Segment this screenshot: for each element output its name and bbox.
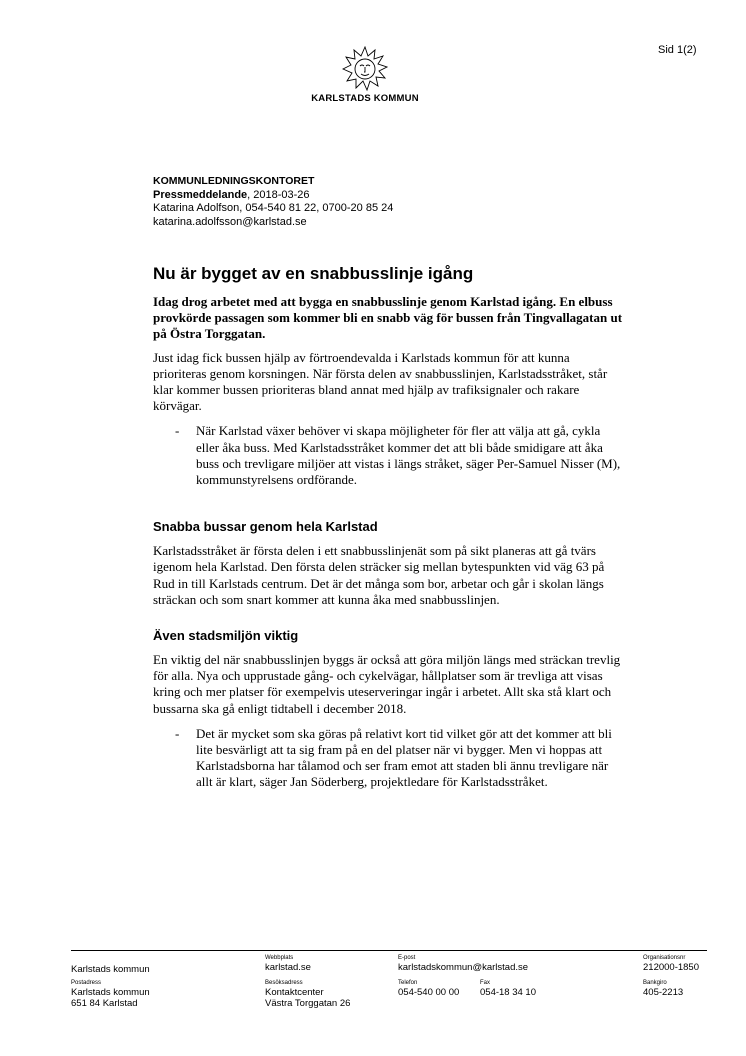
- footer-postal-city: 651 84 Karlstad: [71, 998, 138, 1009]
- footer-name: Karlstads kommun: [71, 964, 150, 975]
- footer-postal-name: Karlstads kommun: [71, 987, 150, 998]
- footer-web: karlstad.se: [265, 962, 311, 973]
- doc-type-line: [153, 189, 393, 203]
- doc-type: Pressmeddelande: [153, 188, 248, 201]
- quote-2: [153, 726, 625, 791]
- footer-phone: 054-540 00 00: [398, 987, 460, 998]
- department: KOMMUNLEDNINGSKONTORET: [153, 175, 315, 187]
- article: [153, 264, 625, 800]
- footer-visit-label: Besöksadress: [265, 980, 303, 986]
- headline: Nu är bygget av en snabbusslinje igång: [153, 264, 474, 283]
- footer-email: karlstadskommun@karlstad.se: [398, 962, 529, 973]
- footer-org: 212000-1850: [643, 962, 699, 973]
- dash-bullet: -: [175, 725, 180, 741]
- paragraph-1: Just idag fick bussen hjälp av förtroendevalda i Karlstads kommun för att kunna prioriteras genom korsningen. När första delen av snabbusslinjen, Karlstadsstråket, står klar kommer bussen prioriteras bland annat med hjälp av trafiksignaler och rakare körvägar.: [153, 349, 608, 414]
- footer-bankgiro: 405-2213: [643, 987, 684, 998]
- footer-fax: 054-18 34 10: [480, 987, 536, 998]
- quote-2-text: Det är mycket som ska göras på relativt kort tid vilket gör att det kommer att bli lite besvärligt att ta sig fram på en del platser när vi bygger. Men vi hoppas att Karlstadsborna har tålamod och ser fram emot att staden bli ännu trevligare när allt är klart, säger Jan Söderberg, projektledare för Karlstadsstråket.: [196, 725, 612, 790]
- contact-email: katarina.adolfsson@karlstad.se: [153, 215, 307, 228]
- footer-postal-label: Postadress: [71, 980, 102, 986]
- logo-text: KARLSTADS KOMMUN: [311, 93, 419, 104]
- quote-1: [153, 423, 625, 488]
- footer: [71, 950, 707, 1009]
- footer-visit-2: Västra Torggatan 26: [265, 998, 351, 1009]
- document-meta: [153, 175, 393, 229]
- dash-bullet: -: [175, 423, 180, 439]
- footer-visit-1: Kontaktcenter: [265, 987, 324, 998]
- section-2-heading: Även stadsmiljön viktig: [153, 628, 299, 644]
- doc-date: , 2018-03-26: [247, 188, 310, 201]
- contact-line: Katarina Adolfson, 054-540 81 22, 0700-20 85 24: [153, 202, 394, 214]
- section-2-text: En viktig del när snabbusslinjen byggs är också att göra miljön längs med sträckan trevlig för alla. Nya och upprustade gång- och cykelvägar, hållplatser som är trevliga att visas kring och mer platser för exempelvis uteserveringar ingår i arbetet. Allt ska stå klart och bussarna ska gå enligt tidtabell i december 2018.: [153, 652, 621, 716]
- footer-fax-label: Fax: [480, 980, 491, 986]
- page-number: Sid 1(2): [658, 44, 697, 56]
- quote-1-text: När Karlstad växer behöver vi skapa möjligheter för fler att välja att gå, cykla eller åka buss. Med Karlstadsstråket kommer det att bli både smidigare att åka buss och trevligare miljöer att vistas i längs stråket, säger Per-Samuel Nisser (M), kommunstyrelsens ordförande.: [196, 423, 621, 488]
- section-1-heading: Snabba bussar genom hela Karlstad: [153, 519, 378, 535]
- footer-phone-label: Telefon: [398, 980, 418, 986]
- lead-paragraph: Idag drog arbetet med att bygga en snabbusslinje genom Karlstad igång. En elbuss provkörde passagen som kommer bli en snabb väg för bussen från Tingvallagatan ut på Östra Torggatan.: [153, 294, 623, 342]
- footer-web-label: Webbplats: [265, 955, 294, 961]
- footer-bankgiro-label: Bankgiro: [643, 980, 667, 986]
- sun-emblem-icon: [342, 46, 388, 92]
- footer-email-label: E-post: [398, 955, 416, 961]
- section-1-text: Karlstadsstråket är första delen i ett snabbusslinjenät som på sikt planeras att gå tvärs igenom hela Karlstad. Den första delen sträcker sig mellan bytespunkten vid väg 63 på Rud in till Karlstads centrum. Det är det många som bor, arbetar och går i skolan längs sträckan och som snart kommer att kunna åka med snabbusslinjen.: [153, 543, 605, 607]
- footer-org-label: Organisationsnr: [643, 955, 686, 961]
